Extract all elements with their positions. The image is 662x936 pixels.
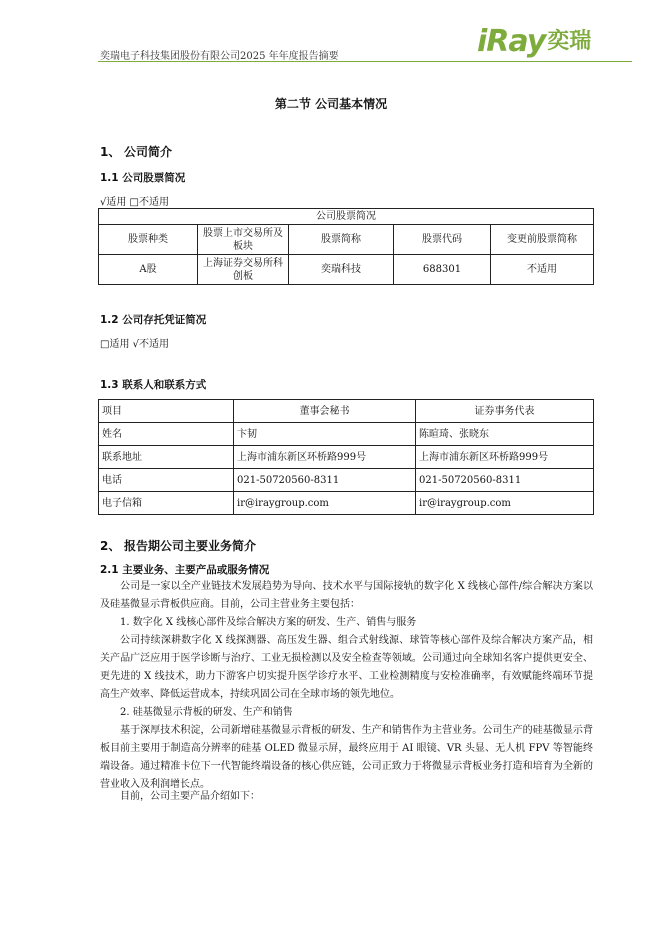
header-rule	[98, 61, 632, 62]
stock-table-caption: 公司股票简况	[99, 209, 594, 225]
paragraph-products-intro: 目前，公司主要产品介绍如下：	[120, 791, 260, 802]
contacts-secretary-phone: 021-50720560-8311	[234, 469, 416, 492]
contacts-label-address: 联系地址	[99, 446, 234, 469]
table-row	[99, 492, 594, 515]
stock-applicability: √适用 □不适用	[100, 197, 169, 208]
contacts-rep-email: ir@iraygroup.com	[416, 492, 594, 515]
stock-table	[98, 208, 594, 285]
contacts-col-secretary: 董事会秘书	[234, 400, 416, 423]
logo-latin-text: iRay	[477, 24, 546, 59]
heading-text: 公司简介	[124, 145, 173, 159]
logo-chinese-text: 奕瑞	[547, 29, 592, 54]
heading-number: 2、	[100, 539, 121, 553]
heading-2-1-main-business: 2.1 主要业务、主要产品或服务情况	[100, 564, 270, 576]
contacts-secretary-address: 上海市浦东新区环桥路999号	[234, 446, 416, 469]
stock-cell-short-name: 奕瑞科技	[289, 255, 394, 285]
heading-number: 1、	[100, 145, 121, 159]
heading-text: 报告期公司主要业务简介	[124, 539, 257, 553]
heading-1-company-profile	[100, 143, 172, 160]
contacts-rep-address: 上海市浦东新区环桥路999号	[416, 446, 594, 469]
paragraph-xray: 公司持续深耕数字化 X 线探测器、高压发生器、组合式射线源、球管等核心部件及综合解决方案产品，相关产品广泛应用于医学诊断与治疗、工业无损检测以及安全检查等领域。公司通过向全球知名客户提供更安全、更先进的 X 线技术，助力下游客户切实提升医学诊疗水平、工业检测精度与安检准确率，有效赋能终端环节提高生产效率、降低运营成本，持续巩固公司在全球市场的领先地位。	[100, 635, 593, 700]
contacts-secretary-email: ir@iraygroup.com	[234, 492, 416, 515]
depositary-applicability: □适用 √不适用	[100, 339, 169, 350]
stock-col-code: 股票代码	[394, 225, 491, 255]
contacts-rep-phone: 021-50720560-8311	[416, 469, 594, 492]
contacts-table	[98, 399, 594, 515]
stock-col-type: 股票种类	[99, 225, 198, 255]
paragraph-intro: 公司是一家以全产业链技术发展趋势为导向、技术水平与国际接轨的数字化 X 线核心部件/综合解决方案以及硅基微显示背板供应商。目前，公司主营业务主要包括：	[100, 581, 593, 610]
contacts-rep-name: 陈暄琦、张晓东	[416, 423, 594, 446]
table-row	[99, 446, 594, 469]
contacts-label-name: 姓名	[99, 423, 234, 446]
table-row	[99, 423, 594, 446]
list-item-xray: 1. 数字化 X 线核心部件及综合解决方案的研发、生产、销售与服务	[120, 617, 417, 628]
stock-col-exchange: 股票上市交易所及板块	[198, 225, 289, 255]
stock-cell-exchange: 上海证券交易所科创板	[198, 255, 289, 285]
contacts-label-email: 电子信箱	[99, 492, 234, 515]
heading-1-1-stock: 1.1 公司股票简况	[100, 172, 186, 184]
stock-cell-prev-name: 不适用	[491, 255, 594, 285]
iray-logo	[477, 24, 591, 60]
paragraph-microdisplay: 基于深厚技术积淀，公司新增硅基微显示背板的研发、生产和销售作为主营业务。公司生产的硅基微显示背板目前主要用于制造高分辨率的硅基 OLED 微显示屏，最终应用于 AI 眼镜、VR 头显、无人机 FPV 等智能终端设备。通过精准卡位下一代智能终端设备的核心供应链，公司正致力于将微显示背板业务打造和培育为全新的营业收入及利润增长点。	[100, 725, 593, 790]
table-row	[99, 469, 594, 492]
heading-1-3-contacts: 1.3 联系人和联系方式	[100, 379, 207, 391]
section-title: 第二节 公司基本情况	[274, 97, 388, 111]
list-item-microdisplay: 2. 硅基微显示背板的研发、生产和销售	[120, 707, 293, 718]
header-company-line: 奕瑞电子科技集团股份有限公司2025 年年度报告摘要	[100, 51, 339, 62]
stock-cell-code: 688301	[394, 255, 491, 285]
heading-1-2-depositary: 1.2 公司存托凭证简况	[100, 314, 207, 326]
contacts-secretary-name: 卞韧	[234, 423, 416, 446]
contacts-label-phone: 电话	[99, 469, 234, 492]
heading-2-business-overview	[100, 537, 256, 554]
stock-col-prev-name: 变更前股票简称	[491, 225, 594, 255]
contacts-col-item: 项目	[99, 400, 234, 423]
stock-cell-type: A股	[99, 255, 198, 285]
contacts-col-representative: 证券事务代表	[416, 400, 594, 423]
stock-col-short-name: 股票简称	[289, 225, 394, 255]
